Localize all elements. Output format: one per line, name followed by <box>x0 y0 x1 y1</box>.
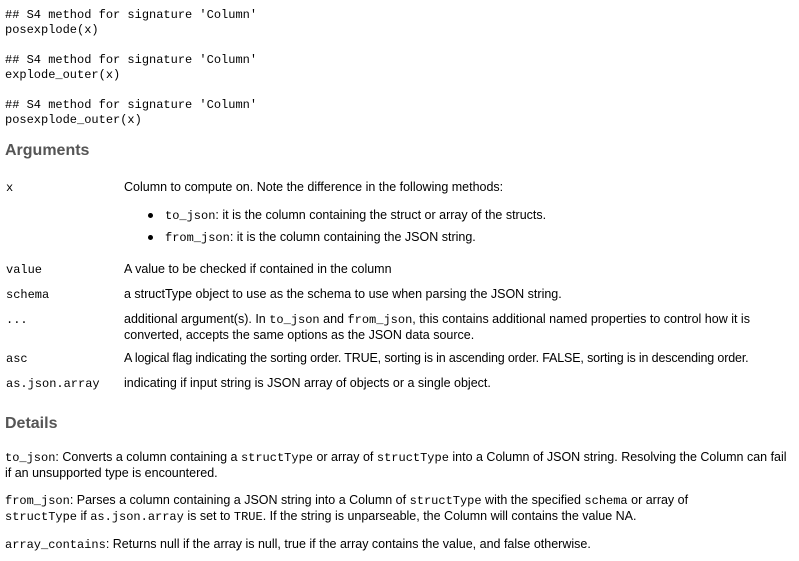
code-to-json: to_json <box>269 313 320 327</box>
arg-desc-asc: A logical flag indicating the sorting order. TRUE, sorting is in ascending order. FALSE, sorting is in descending order. <box>124 351 749 365</box>
usage-call: posexplode_outer(x) <box>5 113 142 127</box>
code-to-json: to_json <box>165 209 216 223</box>
bullet-dot <box>148 213 153 218</box>
usage-comment: ## S4 method for signature 'Column' <box>5 53 258 67</box>
bullet-dot <box>148 235 153 240</box>
usage-comment: ## S4 method for signature 'Column' <box>5 8 258 22</box>
arg-desc-x: Column to compute on. Note the difference in the following methods: <box>124 180 504 194</box>
code-from-json: from_json <box>165 231 230 245</box>
arg-name-x: x <box>6 181 14 195</box>
arg-name-as-json-array: as.json.array <box>6 377 100 391</box>
arg-name-value: value <box>6 263 43 277</box>
details-array-contains: array_contains: Returns null if the array is null, true if the array contains the value, and false otherwise. <box>5 537 591 552</box>
usage-comment: ## S4 method for signature 'Column' <box>5 98 258 112</box>
arg-desc-schema: a structType object to use as the schema to use when parsing the JSON string. <box>124 287 562 301</box>
usage-call: posexplode(x) <box>5 23 99 37</box>
usage-code-1 <box>5 8 257 38</box>
arg-desc-dots: additional argument(s). In to_json and from_json, this contains additional named properties to control how it is converted, accepts the same options as the JSON data source. <box>124 312 750 342</box>
arg-name-asc: asc <box>6 352 28 366</box>
usage-call: explode_outer(x) <box>5 68 121 82</box>
usage-code-2 <box>5 53 257 83</box>
arg-desc-as-json-array: indicating if input string is JSON array of objects or a single object. <box>124 376 491 390</box>
usage-code-3 <box>5 98 257 128</box>
arg-name-schema: schema <box>6 288 50 302</box>
arg-desc-value: A value to be checked if contained in the column <box>124 262 392 276</box>
arguments-heading: Arguments <box>5 142 90 159</box>
details-heading: Details <box>5 415 58 432</box>
details-from-json: from_json: Parses a column containing a JSON string into a Column of structType with the specified schema or array of structType if as.json.array is set to TRUE. If the string is unparseable, the Column will contains the value NA. <box>5 493 689 524</box>
arg-name-dots: ... <box>6 313 28 327</box>
code-from-json: from_json <box>347 313 413 327</box>
details-to-json: to_json: Converts a column containing a structType or array of structType into a Column of JSON string. Resolving the Column can fail if an unsupported type is encountered. <box>5 450 787 480</box>
